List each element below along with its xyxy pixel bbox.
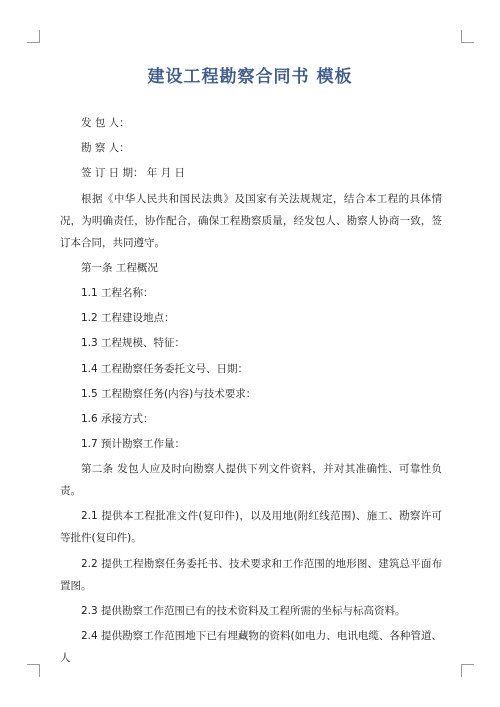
clause-1-2: 1.2 工程建设地点： [81,312,175,325]
clause-1-3: 1.3 工程规模、特征： [81,337,186,350]
clause-1-5: 1.5 工程勘察任务(内容)与技术要求： [81,387,257,400]
crop-mark-top-left [27,30,40,43]
document-title: 建设工程勘察合同书 模板 [147,67,353,87]
crop-mark-top-right [461,30,474,43]
clause-2-3: 2.3 提供勘察工作范围已有的技术资料及工程所需的坐标与标高资料。 [81,604,406,617]
sign-date-line: 签 订 日 期： 年 月 日 [81,167,186,180]
clause-1-1: 1.1 工程名称： [81,286,154,299]
article-1-heading: 第一条 工程概况 [81,261,158,274]
clause-1-4: 1.4 工程勘察任务委托文号、日期： [81,362,249,375]
article-2-heading: 第二条 发包人应及时向勘察人提供下列文件资料，并对其准确性、可靠性负责。 [60,463,442,498]
crop-mark-bottom-right [461,664,474,677]
clause-1-6: 1.6 承接方式： [81,412,154,425]
crop-mark-bottom-left [27,664,40,677]
party-a-line: 发 包 人： [81,117,130,129]
document-body [60,112,442,672]
clause-1-7: 1.7 预计勘察工作量： [81,438,186,451]
clause-2-4: 2.4 提供勘察工作范围地下已有埋藏物的资料(如电力、电讯电缆、各种管道、人 [60,630,442,664]
clause-2-2: 2.2 提供工程勘察任务委托书、技术要求和工作范围的地形图、建筑总平面布置图。 [60,557,442,592]
preamble-paragraph: 根据《中华人民共和国民法典》及国家有关法规规定，结合本工程的具体情况，为明确责任，协作配合，确保工程勘察质量，经发包人、勘察人协商一致，签订本合同，共同遵守。 [60,192,442,249]
clause-2-1: 2.1 提供本工程批准文件(复印件)，以及用地(附红线范围)、施工、勘察许可等批件(复印件)。 [60,510,442,545]
party-b-line: 勘 察 人： [81,142,130,155]
